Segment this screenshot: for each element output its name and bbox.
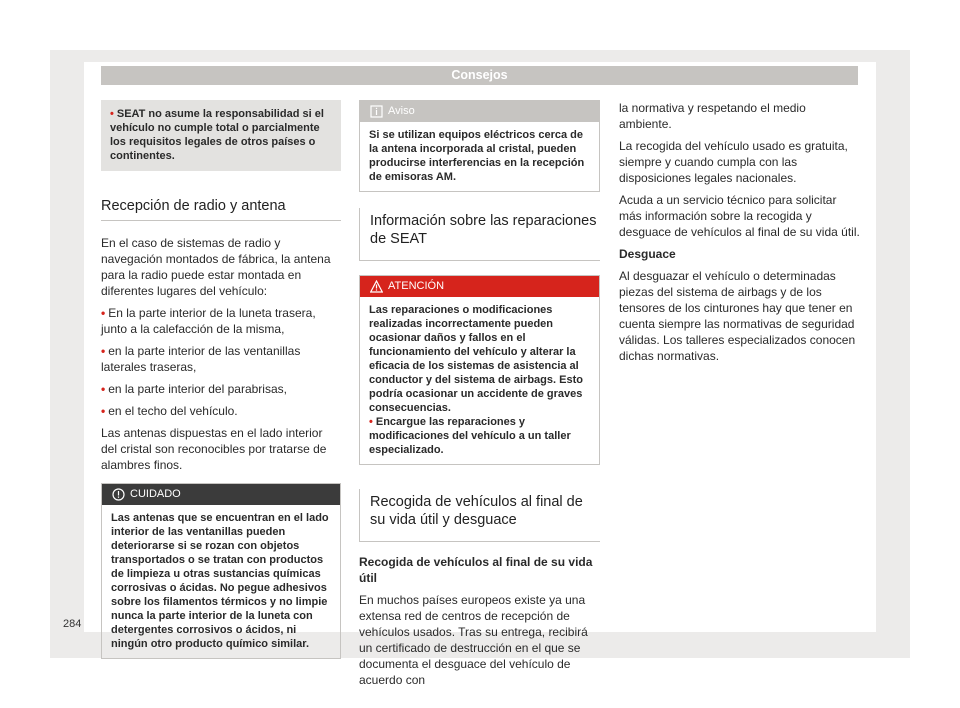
heading-block	[101, 193, 341, 221]
radio-content	[101, 235, 341, 473]
warning-icon	[370, 280, 383, 293]
antenna-paragraph: Las antenas dispuestas en el lado interior del cristal son reconocibles por tratarse de alambres finos.	[101, 426, 327, 472]
list-item: • en la parte interior de las ventanillas laterales traseras,	[101, 344, 301, 374]
paragraph: Acuda a un servicio técnico para solicitar más información sobre la recogida y desguace de vehículos al final de su vida útil.	[619, 193, 860, 239]
list-item: • en la parte interior del parabrisas,	[101, 382, 287, 396]
bullet-icon: •	[101, 404, 106, 418]
section-header	[101, 66, 858, 85]
list-item: • En la parte interior de la luneta trasera, junto a la calefacción de la misma,	[101, 306, 316, 336]
list-item: • Encargue las reparaciones y modificaciones del vehículo a un taller especializado.	[369, 416, 571, 456]
bullet-icon: •	[101, 344, 106, 358]
column-2	[359, 100, 600, 694]
heading-block	[359, 208, 600, 261]
bullet-icon: •	[101, 306, 106, 320]
subheading: Recogida de vehículos al final de su vida útil	[359, 555, 593, 585]
bullet-icon: •	[101, 382, 106, 396]
recogida-paragraph: En muchos países europeos existe ya una extensa red de centros de recepción de vehículos usados. Tras su entrega, recibirá un certificado de destrucción en el que se documenta el desguace del vehículo de acuerdo con	[359, 593, 588, 687]
caution-label: CUIDADO	[130, 488, 181, 500]
column-1	[101, 100, 341, 659]
aviso-box	[359, 100, 600, 192]
caution-header	[102, 484, 340, 505]
section-heading: Recepción de radio y antena	[101, 198, 286, 214]
info-icon	[370, 105, 383, 118]
column-3	[619, 100, 861, 370]
heading-block	[359, 489, 600, 542]
attention-label: ATENCIÓN	[388, 280, 445, 292]
note-text: SEAT no asume la responsabilidad si el vehículo no cumple total o parcialmente los requisitos legales de otros países o continentes.	[110, 108, 324, 162]
caution-body	[102, 505, 340, 658]
paragraph: La recogida del vehículo usado es gratuita, siempre y cuando cumpla con las disposiciones legales nacionales.	[619, 139, 848, 185]
attention-text: Las reparaciones o modificaciones realizadas incorrectamente pueden ocasionar daños y fallos en el funcionamiento del vehículo y alterar la eficacia de los sistemas de asistencia al conductor y del sistema de airbags. Esto podría ocasionar un accidente de graves consecuencias.	[369, 304, 583, 414]
aviso-text: Si se utilizan equipos eléctricos cerca de la antena incorporada al cristal, pueden producirse interferencias en la recepción de emisoras AM.	[369, 129, 585, 183]
bullet-icon: •	[369, 416, 373, 428]
subheading: Desguace	[619, 247, 676, 261]
aviso-body	[360, 122, 599, 191]
intro-paragraph: En el caso de sistemas de radio y navegación montados de fábrica, la antena para la radio puede estar montada en diferentes lugares del vehículo:	[101, 236, 331, 298]
paragraph: la normativa y respetando el medio ambiente.	[619, 101, 806, 131]
page-number: 284	[63, 618, 82, 630]
aviso-label: Aviso	[388, 105, 415, 117]
caution-text: Las antenas que se encuentran en el lado interior de las ventanillas pueden deteriorarse si se rozan con objetos transportados o se tratan con productos de limpieza u otras sustancias químicas corrosivas o ácidas. No pegue adhesivos sobre los filamentos térmicos y no limpie nunca la parte interior de la luneta con detergentes corrosivos o ácidos, ni ningún otro producto químico similar.	[111, 512, 329, 650]
section-heading: Información sobre las reparaciones de SEAT	[370, 213, 597, 247]
list-item: • en el techo del vehículo.	[101, 404, 238, 418]
section-heading: Recogida de vehículos al final de su vida útil y desguace	[370, 494, 583, 528]
attention-body	[360, 297, 599, 464]
paragraph: Al desguazar el vehículo o determinadas piezas del sistema de airbags y de los tensores de los cinturones hay que tener en cuenta siempre las normativas de seguridad válidas. Los talleres especializados conocen dichas normativas.	[619, 269, 856, 363]
caution-icon	[112, 488, 125, 501]
attention-box	[359, 275, 600, 465]
recogida-content	[359, 554, 600, 688]
attention-header	[360, 276, 599, 297]
aviso-header	[360, 101, 599, 122]
bullet-icon: •	[110, 108, 114, 120]
caution-box	[101, 483, 341, 659]
note-box	[101, 100, 341, 171]
section-title: Consejos	[451, 68, 508, 82]
